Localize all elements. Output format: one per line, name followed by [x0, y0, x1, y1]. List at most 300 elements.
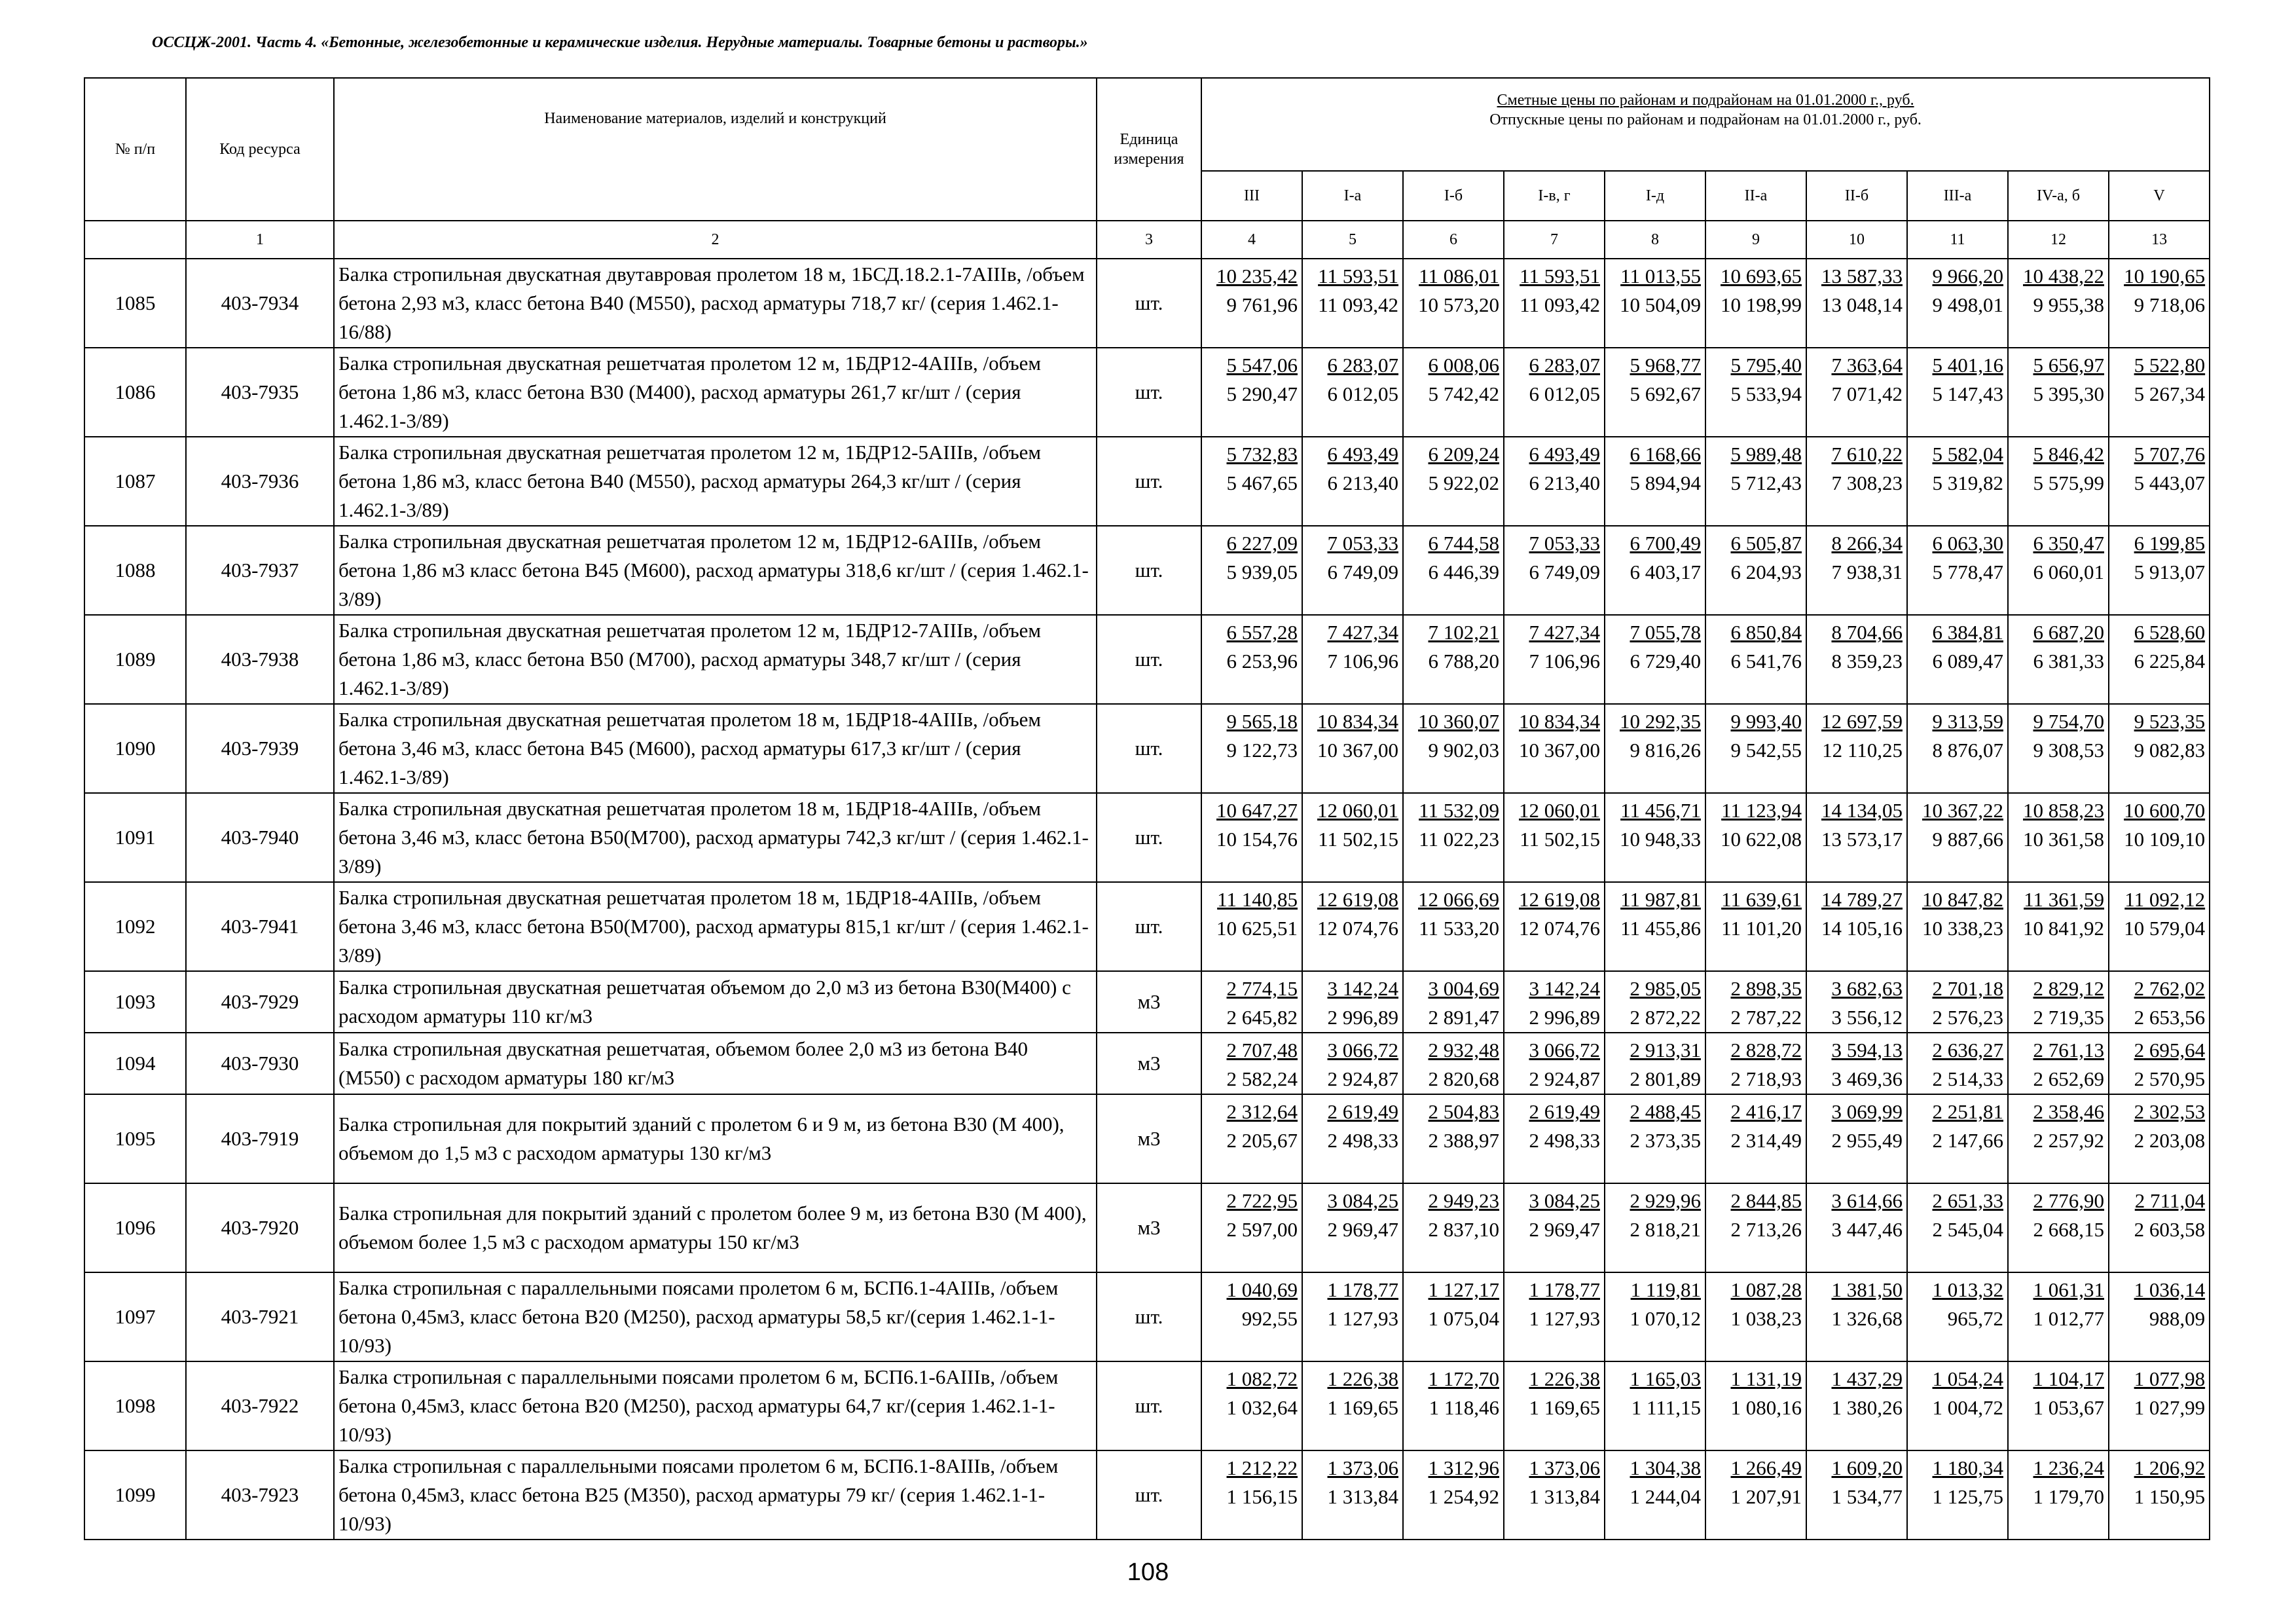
- estimate-price: 2 949,23: [1428, 1189, 1499, 1213]
- estimate-price: 1 437,29: [1831, 1367, 1903, 1391]
- row-number: 1097: [84, 1272, 186, 1361]
- price-cell: [1907, 1450, 2008, 1540]
- price-cell: [1907, 793, 2008, 882]
- estimate-price: 12 619,08: [1317, 888, 1398, 911]
- table-body: [84, 259, 2210, 1540]
- resource-code: 403-7936: [186, 437, 334, 526]
- estimate-price: 6 744,58: [1428, 532, 1499, 555]
- release-price: 5 894,94: [1630, 471, 1701, 495]
- price-cell: [1806, 1094, 1907, 1183]
- price-cell: [1605, 793, 1705, 882]
- release-price: 1 111,15: [1631, 1396, 1701, 1420]
- release-price: 9 718,06: [2134, 293, 2206, 317]
- estimate-price: 1 131,19: [1730, 1367, 1802, 1391]
- header-region: III: [1201, 171, 1302, 221]
- release-price: 2 969,47: [1327, 1218, 1398, 1242]
- release-price: 2 955,49: [1831, 1129, 1903, 1153]
- estimate-price: 1 040,69: [1226, 1278, 1298, 1302]
- estimate-price: 11 092,12: [2124, 888, 2206, 911]
- price-cell: [1605, 1033, 1705, 1094]
- column-number: 13: [2109, 221, 2210, 259]
- measure-unit: шт.: [1097, 526, 1201, 615]
- price-cell: [1806, 1033, 1907, 1094]
- release-price: 9 082,83: [2134, 739, 2206, 762]
- estimate-price: 6 008,06: [1428, 354, 1499, 377]
- estimate-price: 10 360,07: [1418, 710, 1499, 733]
- estimate-price: 10 858,23: [2023, 799, 2104, 822]
- estimate-price: 2 711,04: [2134, 1189, 2206, 1213]
- price-cell: [2008, 1033, 2109, 1094]
- release-price: 6 225,84: [2134, 650, 2206, 673]
- price-cell: [1907, 882, 2008, 971]
- estimate-price: 7 055,78: [1630, 621, 1701, 644]
- estimate-price: 2 619,49: [1327, 1100, 1398, 1124]
- release-price: 6 012,05: [1529, 382, 1600, 406]
- estimate-price: 6 168,66: [1630, 443, 1701, 466]
- release-price: 6 749,09: [1327, 561, 1398, 584]
- price-cell: [1504, 1094, 1605, 1183]
- resource-code: 403-7934: [186, 259, 334, 348]
- estimate-price: 11 456,71: [1620, 799, 1701, 822]
- release-price: 11 093,42: [1520, 293, 1600, 317]
- release-price: 5 742,42: [1428, 382, 1499, 406]
- estimate-price: 2 707,48: [1226, 1039, 1298, 1062]
- estimate-price: 11 086,01: [1419, 265, 1499, 287]
- price-cell: [1302, 1033, 1403, 1094]
- release-price: 1 127,93: [1529, 1307, 1600, 1331]
- table-row: [84, 348, 2210, 437]
- release-price: 12 074,76: [1317, 917, 1398, 940]
- price-cell: [1403, 259, 1504, 348]
- price-cell: [1705, 793, 1806, 882]
- estimate-price: 6 493,49: [1327, 443, 1398, 466]
- release-price: 1 179,70: [2033, 1485, 2104, 1509]
- release-price: 3 556,12: [1831, 1006, 1903, 1029]
- header-region: II-б: [1806, 171, 1907, 221]
- release-price: 6 213,40: [1327, 471, 1398, 495]
- header-region: II-а: [1705, 171, 1806, 221]
- material-name: Балка стропильная двускатная решетчатая пролетом 18 м, 1БДР18-4АIIIв, /объем бетона 3,46 м3, класс бетона В45 (М600), расход арматуры 617,3 кг/шт / (серия 1.462.1-3/89): [334, 704, 1097, 793]
- price-cell: [1806, 526, 1907, 615]
- estimate-price: 1 609,20: [1831, 1456, 1903, 1480]
- row-number: 1091: [84, 793, 186, 882]
- price-cell: [1403, 526, 1504, 615]
- price-cell: [2109, 793, 2210, 882]
- table-row: [84, 1033, 2210, 1094]
- row-number: 1092: [84, 882, 186, 971]
- release-price: 1 070,12: [1630, 1307, 1701, 1331]
- price-cell: [1806, 1272, 1907, 1361]
- estimate-price: 6 063,30: [1932, 532, 2003, 555]
- material-name: Балка стропильная с параллельными поясами пролетом 6 м, БСП6.1-8АIIIв, /объем бетона 0,45м3, класс бетона В25 (М350), расход арматуры 79 кг/ (серия 1.462.1-1-10/93): [334, 1450, 1097, 1540]
- price-cell: [1504, 1361, 1605, 1450]
- estimate-price: 2 312,64: [1226, 1100, 1298, 1124]
- resource-code: 403-7939: [186, 704, 334, 793]
- material-name: Балка стропильная с параллельными поясами пролетом 6 м, БСП6.1-4АIIIв, /объем бетона 0,45м3, класс бетона В20 (М250), расход арматуры 58,5 кг/(серия 1.462.1-1-10/93): [334, 1272, 1097, 1361]
- resource-code: 403-7920: [186, 1183, 334, 1272]
- release-price: 1 380,26: [1831, 1396, 1903, 1420]
- release-price: 1 156,15: [1226, 1485, 1298, 1509]
- header-num: № п/п: [84, 78, 186, 221]
- estimate-price: 3 066,72: [1327, 1039, 1398, 1062]
- resource-code: 403-7922: [186, 1361, 334, 1450]
- estimate-price: 1 082,72: [1226, 1367, 1298, 1391]
- estimate-price: 3 142,24: [1327, 977, 1398, 1000]
- estimate-price: 2 762,02: [2134, 977, 2206, 1000]
- estimate-price: 10 190,65: [2124, 265, 2206, 287]
- release-price: 2 603,58: [2134, 1218, 2206, 1242]
- header-region: III-а: [1907, 171, 2008, 221]
- price-cell: [1302, 704, 1403, 793]
- column-number: 10: [1806, 221, 1907, 259]
- price-cell: [1302, 1272, 1403, 1361]
- header-region: I-в, г: [1504, 171, 1605, 221]
- estimate-price: 1 226,38: [1529, 1367, 1600, 1391]
- release-price: 1 075,04: [1428, 1307, 1499, 1331]
- release-price: 6 446,39: [1428, 561, 1499, 584]
- release-price: 5 147,43: [1932, 382, 2003, 406]
- estimate-price: 12 066,69: [1418, 888, 1499, 911]
- release-price: 5 778,47: [1932, 561, 2003, 584]
- table-row: [84, 971, 2210, 1033]
- price-cell: [1504, 259, 1605, 348]
- release-price: 6 253,96: [1226, 650, 1298, 673]
- release-price: 5 319,82: [1932, 471, 2003, 495]
- price-cell: [1504, 971, 1605, 1033]
- estimate-price: 1 373,06: [1327, 1456, 1398, 1480]
- price-cell: [1504, 526, 1605, 615]
- price-cell: [1403, 882, 1504, 971]
- estimate-price: 3 614,66: [1831, 1189, 1903, 1213]
- estimate-price: 2 651,33: [1932, 1189, 2003, 1213]
- estimate-price: 2 636,27: [1932, 1039, 2003, 1062]
- release-price: 2 996,89: [1529, 1006, 1600, 1029]
- price-cell: [1403, 1033, 1504, 1094]
- price-cell: [2008, 1272, 2109, 1361]
- estimate-price: 2 985,05: [1630, 977, 1701, 1000]
- estimate-price: 1 119,81: [1630, 1278, 1701, 1302]
- release-price: 10 625,51: [1216, 917, 1298, 940]
- material-name: Балка стропильная двускатная решетчатая, объемом более 2,0 м3 из бетона В40 (М550) с расходом арматуры 180 кг/м3: [334, 1033, 1097, 1094]
- release-price: 5 913,07: [2134, 561, 2206, 584]
- price-cell: [1605, 526, 1705, 615]
- estimate-price: 2 761,13: [2033, 1039, 2104, 1062]
- estimate-price: 2 695,64: [2134, 1039, 2206, 1062]
- estimate-price: 7 427,34: [1529, 621, 1600, 644]
- estimate-price: 2 701,18: [1932, 977, 2003, 1000]
- estimate-price: 10 834,34: [1519, 710, 1600, 733]
- estimate-price: 2 416,17: [1730, 1100, 1802, 1124]
- table-row: [84, 882, 2210, 971]
- estimate-price: 1 304,38: [1630, 1456, 1701, 1480]
- price-cell: [2008, 1094, 2109, 1183]
- release-price: 12 110,25: [1822, 739, 1903, 762]
- estimate-price: 6 384,81: [1932, 621, 2003, 644]
- column-number: 7: [1504, 221, 1605, 259]
- price-cell: [1806, 971, 1907, 1033]
- release-price: 1 125,75: [1932, 1485, 2003, 1509]
- price-cell: [1605, 882, 1705, 971]
- estimate-price: 2 774,15: [1226, 977, 1298, 1000]
- estimate-price: 11 593,51: [1520, 265, 1600, 287]
- price-cell: [1907, 1183, 2008, 1272]
- estimate-price: 1 212,22: [1226, 1456, 1298, 1480]
- measure-unit: м3: [1097, 1033, 1201, 1094]
- release-price: 5 922,02: [1428, 471, 1499, 495]
- estimate-price: 5 989,48: [1730, 443, 1802, 466]
- estimate-price: 11 361,59: [2024, 888, 2104, 911]
- column-number: 11: [1907, 221, 2008, 259]
- estimate-price: 2 302,53: [2134, 1100, 2206, 1124]
- price-cell: [2109, 971, 2210, 1033]
- estimate-price: 7 053,33: [1529, 532, 1600, 555]
- price-cell: [2109, 704, 2210, 793]
- table-row: [84, 615, 2210, 704]
- release-price: 6 403,17: [1630, 561, 1701, 584]
- release-price: 2 668,15: [2033, 1218, 2104, 1242]
- price-cell: [1201, 1361, 1302, 1450]
- price-cell: [1403, 615, 1504, 704]
- release-price: 1 118,46: [1429, 1396, 1499, 1420]
- release-price: 6 204,93: [1730, 561, 1802, 584]
- price-cell: [1605, 971, 1705, 1033]
- release-price: 1 169,65: [1529, 1396, 1600, 1420]
- release-price: 3 469,36: [1831, 1067, 1903, 1091]
- material-name: Балка стропильная двускатная двутавровая пролетом 18 м, 1БСД.18.2.1-7АIIIв, /объем бетона 2,93 м3, класс бетона В40 (М550), расход арматуры 718,7 кг/ (серия 1.462.1-16/88): [334, 259, 1097, 348]
- estimate-price: 6 227,09: [1226, 532, 1298, 555]
- price-cell: [1201, 615, 1302, 704]
- release-price: 1 169,65: [1327, 1396, 1398, 1420]
- release-price: 5 712,43: [1730, 471, 1802, 495]
- measure-unit: шт.: [1097, 259, 1201, 348]
- price-cell: [1806, 793, 1907, 882]
- estimate-price: 1 077,98: [2134, 1367, 2206, 1391]
- price-cell: [1806, 1450, 1907, 1540]
- release-price: 1 313,84: [1327, 1485, 1398, 1509]
- header-prices-release: Отпускные цены по районам и подрайонам на 01.01.2000 г., руб.: [1489, 111, 1922, 128]
- price-cell: [1907, 259, 2008, 348]
- release-price: 5 395,30: [2033, 382, 2104, 406]
- estimate-price: 6 209,24: [1428, 443, 1499, 466]
- release-price: 2 203,08: [2134, 1129, 2206, 1153]
- price-cell: [1201, 1272, 1302, 1361]
- price-cell: [2008, 348, 2109, 437]
- estimate-price: 2 504,83: [1428, 1100, 1499, 1124]
- price-cell: [1403, 1183, 1504, 1272]
- price-cell: [1201, 526, 1302, 615]
- estimate-price: 6 850,84: [1730, 621, 1802, 644]
- estimate-price: 3 084,25: [1327, 1189, 1398, 1213]
- price-cell: [1504, 1272, 1605, 1361]
- price-cell: [1705, 259, 1806, 348]
- price-cell: [1605, 1183, 1705, 1272]
- price-cell: [1504, 704, 1605, 793]
- release-price: 7 938,31: [1831, 561, 1903, 584]
- price-cell: [2008, 526, 2109, 615]
- price-cell: [2109, 348, 2210, 437]
- estimate-price: 6 557,28: [1226, 621, 1298, 644]
- release-price: 10 573,20: [1418, 293, 1499, 317]
- release-price: 2 576,23: [1932, 1006, 2003, 1029]
- resource-code: 403-7938: [186, 615, 334, 704]
- release-price: 10 198,99: [1721, 293, 1802, 317]
- estimate-price: 6 283,07: [1327, 354, 1398, 377]
- release-price: 9 498,01: [1932, 293, 2003, 317]
- estimate-price: 3 084,25: [1529, 1189, 1600, 1213]
- release-price: 1 244,04: [1630, 1485, 1701, 1509]
- estimate-price: 7 053,33: [1327, 532, 1398, 555]
- release-price: 6 541,76: [1730, 650, 1802, 673]
- release-price: 9 542,55: [1730, 739, 1802, 762]
- estimate-price: 1 054,24: [1932, 1367, 2003, 1391]
- column-number: 3: [1097, 221, 1201, 259]
- release-price: 1 080,16: [1730, 1396, 1802, 1420]
- estimate-price: 1 180,34: [1932, 1456, 2003, 1480]
- price-cell: [1907, 971, 2008, 1033]
- column-number: 1: [186, 221, 334, 259]
- release-price: 6 729,40: [1630, 650, 1701, 673]
- release-price: 10 361,58: [2023, 828, 2104, 851]
- estimate-price: 1 165,03: [1630, 1367, 1701, 1391]
- price-cell: [1403, 1361, 1504, 1450]
- price-cell: [1302, 882, 1403, 971]
- release-price: 2 818,21: [1630, 1218, 1701, 1242]
- estimate-price: 1 087,28: [1730, 1278, 1802, 1302]
- price-cell: [1201, 1033, 1302, 1094]
- price-cell: [1201, 882, 1302, 971]
- price-cell: [1705, 1094, 1806, 1183]
- header-prices: [1201, 78, 2210, 171]
- estimate-price: 1 127,17: [1428, 1278, 1499, 1302]
- price-cell: [1806, 437, 1907, 526]
- estimate-price: 13 587,33: [1821, 265, 1903, 287]
- header-prices-estimate: Сметные цены по районам и подрайонам на 01.01.2000 г., руб.: [1497, 92, 1914, 109]
- estimate-price: 2 844,85: [1730, 1189, 1802, 1213]
- release-price: 7 106,96: [1327, 650, 1398, 673]
- release-price: 1 012,77: [2033, 1307, 2104, 1331]
- price-cell: [1403, 348, 1504, 437]
- estimate-price: 7 427,34: [1327, 621, 1398, 644]
- release-price: 9 902,03: [1428, 739, 1499, 762]
- release-price: 12 074,76: [1519, 917, 1600, 940]
- resource-code: 403-7937: [186, 526, 334, 615]
- release-price: 5 939,05: [1226, 561, 1298, 584]
- price-cell: [1605, 348, 1705, 437]
- estimate-price: 3 682,63: [1831, 977, 1903, 1000]
- price-cell: [1705, 1033, 1806, 1094]
- estimate-price: 5 582,04: [1932, 443, 2003, 466]
- price-cell: [2109, 259, 2210, 348]
- release-price: 6 381,33: [2033, 650, 2104, 673]
- estimate-price: 2 251,81: [1932, 1100, 2003, 1124]
- estimate-price: 7 363,64: [1831, 354, 1903, 377]
- estimate-price: 14 789,27: [1821, 888, 1903, 911]
- header-region: V: [2109, 171, 2210, 221]
- estimate-price: 1 206,92: [2134, 1456, 2206, 1480]
- column-number-empty: [84, 221, 186, 259]
- release-price: 1 127,93: [1327, 1307, 1398, 1331]
- estimate-price: 10 367,22: [1922, 799, 2003, 822]
- table-row: [84, 1183, 2210, 1272]
- estimate-price: 2 619,49: [1529, 1100, 1600, 1124]
- estimate-price: 11 140,85: [1217, 888, 1298, 911]
- price-cell: [1705, 1361, 1806, 1450]
- release-price: 1 004,72: [1932, 1396, 2003, 1420]
- material-name: Балка стропильная для покрытий зданий с пролетом 6 и 9 м, из бетона В30 (М 400), объемом до 1,5 м3 с расходом арматуры 130 кг/м3: [334, 1094, 1097, 1183]
- release-price: 1 053,67: [2033, 1396, 2104, 1420]
- table-row: [84, 259, 2210, 348]
- release-price: 9 887,66: [1932, 828, 2003, 851]
- estimate-price: 9 966,20: [1932, 265, 2003, 287]
- price-cell: [2109, 437, 2210, 526]
- release-price: 5 575,99: [2033, 471, 2104, 495]
- release-price: 1 027,99: [2134, 1396, 2206, 1420]
- release-price: 8 359,23: [1831, 650, 1903, 673]
- estimate-price: 12 619,08: [1519, 888, 1600, 911]
- estimate-price: 2 722,95: [1226, 1189, 1298, 1213]
- price-cell: [1806, 615, 1907, 704]
- estimate-price: 1 178,77: [1529, 1278, 1600, 1302]
- release-price: 6 089,47: [1932, 650, 2003, 673]
- price-cell: [1302, 1361, 1403, 1450]
- release-price: 11 022,23: [1419, 828, 1499, 851]
- price-cell: [2008, 1183, 2109, 1272]
- price-cell: [1201, 1183, 1302, 1272]
- price-cell: [2109, 1094, 2210, 1183]
- price-cell: [1504, 882, 1605, 971]
- estimate-price: 1 236,24: [2033, 1456, 2104, 1480]
- release-price: 9 122,73: [1226, 739, 1298, 762]
- estimate-price: 9 565,18: [1226, 710, 1298, 733]
- estimate-price: 12 697,59: [1821, 710, 1903, 733]
- table-row: [84, 1450, 2210, 1540]
- price-cell: [2109, 1272, 2210, 1361]
- estimate-price: 6 493,49: [1529, 443, 1600, 466]
- estimate-price: 9 754,70: [2033, 710, 2104, 733]
- column-number: 8: [1605, 221, 1705, 259]
- price-cell: [1806, 259, 1907, 348]
- release-price: 2 924,87: [1327, 1067, 1398, 1091]
- release-price: 1 038,23: [1730, 1307, 1802, 1331]
- release-price: 11 093,42: [1318, 293, 1398, 317]
- price-cell: [2109, 615, 2210, 704]
- estimate-price: 10 693,65: [1721, 265, 1802, 287]
- release-price: 7 106,96: [1529, 650, 1600, 673]
- release-price: 2 872,22: [1630, 1006, 1701, 1029]
- estimate-price: 9 993,40: [1730, 710, 1802, 733]
- price-cell: [1302, 259, 1403, 348]
- material-name: Балка стропильная с параллельными поясами пролетом 6 м, БСП6.1-6АIIIв, /объем бетона 0,45м3, класс бетона В20 (М250), расход арматуры 64,7 кг/(серия 1.462.1-1-10/93): [334, 1361, 1097, 1450]
- price-cell: [1403, 1450, 1504, 1540]
- price-cell: [2008, 793, 2109, 882]
- estimate-price: 11 013,55: [1620, 265, 1701, 287]
- price-cell: [1907, 526, 2008, 615]
- price-cell: [1605, 1450, 1705, 1540]
- release-price: 10 338,23: [1922, 917, 2003, 940]
- measure-unit: шт.: [1097, 437, 1201, 526]
- price-table: [84, 77, 2210, 1540]
- release-price: 11 502,15: [1520, 828, 1600, 851]
- release-price: 2 314,49: [1730, 1129, 1802, 1153]
- release-price: 2 820,68: [1428, 1067, 1499, 1091]
- material-name: Балка стропильная двускатная решетчатая объемом до 2,0 м3 из бетона В30(М400) с расходом арматуры 110 кг/м3: [334, 971, 1097, 1033]
- table-row: [84, 1272, 2210, 1361]
- price-cell: [1302, 348, 1403, 437]
- price-cell: [1201, 1450, 1302, 1540]
- row-number: 1089: [84, 615, 186, 704]
- price-cell: [1504, 1450, 1605, 1540]
- estimate-price: 2 829,12: [2033, 977, 2104, 1000]
